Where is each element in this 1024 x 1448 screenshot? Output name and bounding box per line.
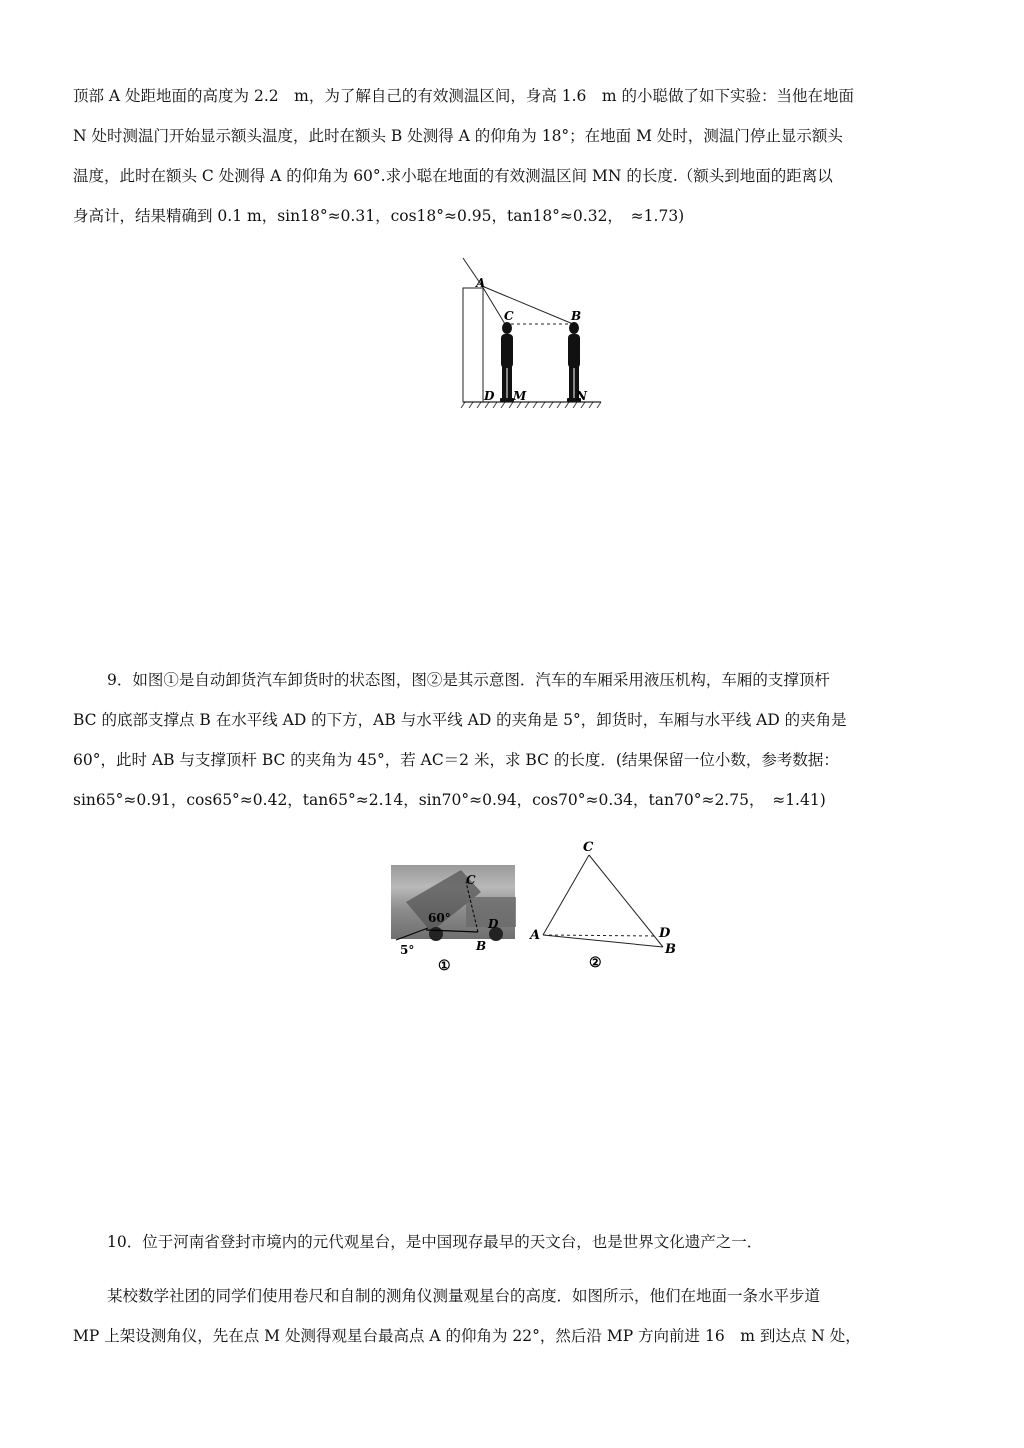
fig2-caption: ②	[589, 955, 602, 970]
label-a: A	[476, 276, 486, 290]
fig1-label-c: C	[466, 873, 476, 887]
fig1-label-b: B	[476, 939, 487, 953]
problem-9-figure-2	[525, 835, 690, 970]
person-silhouette-m	[500, 322, 514, 402]
problem-9-text	[73, 660, 953, 820]
fig1-angle-60: 60°	[428, 911, 451, 925]
problem-10-line-1: 10．位于河南省登封市境内的元代观星台，是中国现存最早的天文台，也是世界文化遗产之一．	[107, 1233, 763, 1251]
problem-10-line-3: MP 上架设测角仪，先在点 M 处测得观星台最高点 A 的仰角为 22°，然后沿 MP 方向前进 16 m 到达点 N 处，	[73, 1327, 861, 1345]
problem-9-line-1: 9．如图①是自动卸货汽车卸货时的状态图，图②是其示意图．汽车的车厢采用液压机构，车厢的支撑顶杆	[107, 671, 830, 689]
label-n: N	[576, 389, 587, 403]
fig1-label-d: D	[488, 917, 499, 931]
problem-10-text	[73, 1222, 953, 1356]
problem-10-line-2: 某校数学社团的同学们使用卷尺和自制的测角仪测量观星台的高度．如图所示，他们在地面一条水平步道	[107, 1287, 821, 1305]
fig1-angle-5: 5°	[400, 943, 415, 957]
label-m: M	[513, 389, 527, 403]
problem-8-line-1: 顶部 A 处距地面的高度为 2.2 m，为了解自己的有效测温区间，身高 1.6 m 的小聪做了如下实验：当他在地面	[73, 87, 855, 105]
problem-8-line-4: 身高计，结果精确到 0.1 m，sin18°≈0.31，cos18°≈0.95，tan18°≈0.32， ≈1.73)	[73, 207, 685, 225]
label-b: B	[571, 309, 582, 323]
fig1-caption: ①	[438, 958, 451, 972]
problem-9-figure-1-overlay	[386, 862, 526, 972]
problem-8-text	[73, 76, 953, 236]
problem-9-line-3: 60°，此时 AB 与支撑顶杆 BC 的夹角为 45°，若 AC＝2 米，求 BC 的长度．(结果保留一位小数，参考数据：	[73, 751, 839, 769]
label-c: C	[504, 309, 514, 323]
fig2-label-b: B	[665, 942, 676, 957]
fig2-label-c: C	[583, 840, 594, 855]
problem-8-line-2: N 处时测温门开始显示额头温度，此时在额头 B 处测得 A 的仰角为 18°；在地面 M 处时，测温门停止显示额头	[73, 127, 843, 145]
problem-8-figure	[455, 252, 605, 412]
problem-9-line-2: BC 的底部支撑点 B 在水平线 AD 的下方，AB 与水平线 AD 的夹角是 5°，卸货时，车厢与水平线 AD 的夹角是	[73, 711, 847, 729]
problem-9-line-4: sin65°≈0.91，cos65°≈0.42，tan65°≈2.14，sin70°≈0.94，cos70°≈0.34，tan70°≈2.75， ≈1.41)	[73, 791, 826, 809]
label-d: D	[484, 389, 495, 403]
fig2-label-a: A	[530, 928, 541, 943]
problem-8-line-3: 温度，此时在额头 C 处测得 A 的仰角为 60°.求小聪在地面的有效测温区间 MN 的长度.（额头到地面的距离以	[73, 167, 833, 185]
fig2-label-d: D	[659, 926, 671, 941]
